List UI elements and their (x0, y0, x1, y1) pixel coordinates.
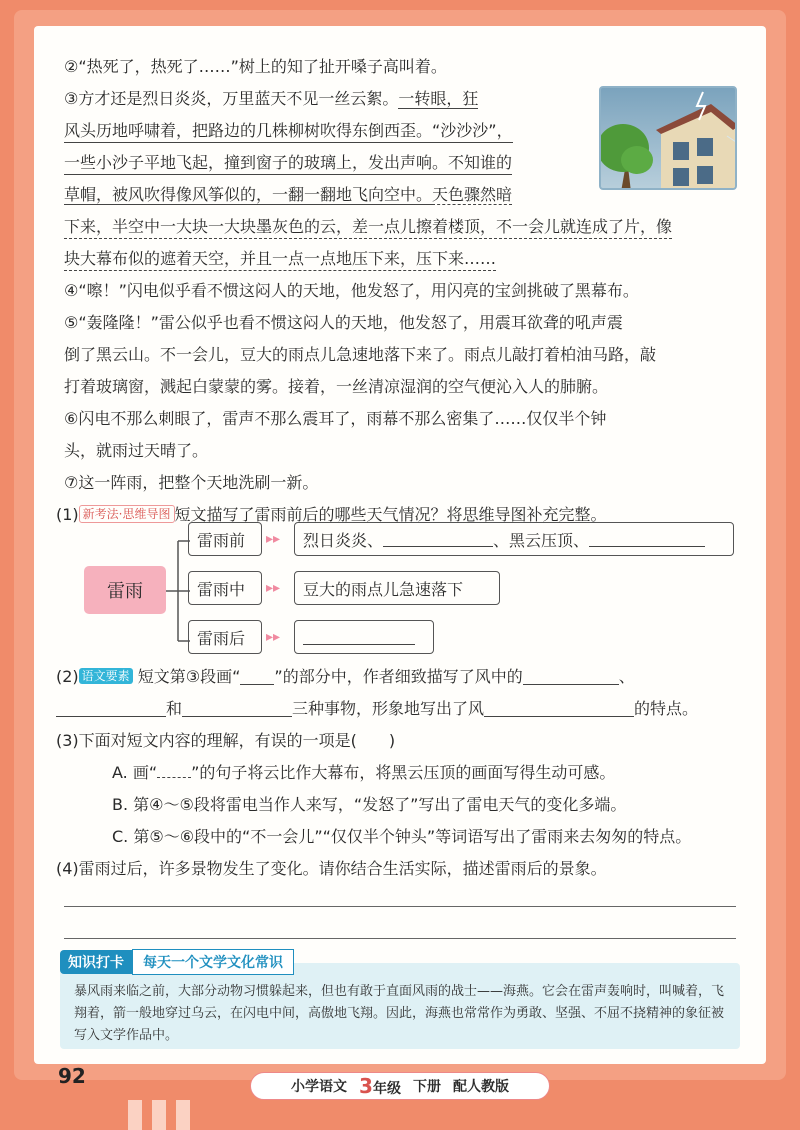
paragraph-3-line-3: 一些小沙子平地飞起，撞到窗子的玻璃上，发出声响。不知谁的 (64, 152, 512, 175)
mind-map-during: 雷雨中 (188, 571, 262, 605)
paragraph-6-line-1: ⑥闪电不那么刺眼了，雷声不那么震耳了，雨幕不那么密集了……仅仅半个钟 (64, 409, 607, 428)
paragraph-3-line-6: 块大幕布似的遮着天空，并且一点一点地压下来，压下来…… (64, 248, 496, 271)
question-2-line-2: 和 三种事物，形象地写出了风 的特点。 (56, 698, 698, 720)
mind-map-before: 雷雨前 (188, 522, 262, 556)
question-1: (1) 新考法·思维导图 短文描写了雷雨前后的哪些天气情况？将思维导图补充完整。 (56, 505, 607, 524)
paragraph-3-line-5: 下来，半空中一大块一大块墨灰色的云，差一点儿擦着楼顶，不一会儿就连成了片，像 (64, 216, 672, 239)
before-answer-box[interactable]: 烈日炎炎、 、黑云压顶、 (294, 522, 734, 556)
question-2-line-1: (2) 语文要素 短文第③段画“ ”的部分中，作者细致描写了风中的 、 (56, 667, 635, 686)
knowledge-tag: 知识打卡 每天一个文学文化常识 (60, 949, 294, 975)
option-b[interactable]: B. 第④～⑤段将雷电当作人来写，“发怒了”写出了雷电天气的变化多端。 (112, 795, 627, 814)
during-answer-box: 豆大的雨点儿急速落下 (294, 571, 500, 605)
paragraph-6-line-2: 头，就雨过天晴了。 (64, 441, 209, 460)
answer-blank[interactable] (182, 701, 292, 717)
page-number: 92 (58, 1064, 86, 1088)
knowledge-card (60, 955, 740, 1049)
question-4: (4)雷雨过后，许多景物发生了变化。请你结合生活实际，描述雷雨后的景象。 (56, 859, 607, 878)
answer-blank (303, 629, 415, 645)
answer-blank (589, 531, 705, 547)
question-3: (3)下面对短文内容的理解，有误的一项是( ) (56, 731, 396, 750)
arrow-icon: ▸▸ (266, 580, 281, 596)
worksheet-page (34, 26, 766, 1064)
paragraph-2: ②“热死了，热死了……”树上的知了扯开嗓子高叫着。 (64, 57, 447, 76)
after-answer-box[interactable] (294, 620, 434, 654)
mind-map-after: 雷雨后 (188, 620, 262, 654)
arrow-icon: ▸▸ (266, 629, 281, 645)
option-a[interactable]: A. 画“ ”的句子将云比作大幕布，将黑云压顶的画面写得生动可感。 (112, 763, 616, 782)
decorative-stripes (128, 1100, 190, 1130)
storm-house-illustration (599, 86, 737, 190)
paragraph-3-line-2: 风头历地呼啸着，把路边的几株柳树吹得东倒西歪。“沙沙沙”， (64, 120, 513, 143)
paragraph-4: ④“嚓！”闪电似乎看不惯这闷人的天地，他发怒了，用闪亮的宝剑挑破了黑幕布。 (64, 281, 639, 300)
paragraph-3-line-1: ③方才还是烈日炎炎，万里蓝天不见一丝云絮。一转眼，狂 (64, 89, 479, 108)
knowledge-text: 暴风雨来临之前，大部分动物习惯躲起来，但也有敢于直面风雨的战士——海燕。它会在雷声轰响时，叫喊着，飞翔着，箭一般地穿过乌云，在闪电中间，高傲地飞翔。因此，海燕也常常作为勇敢、坚强、不屈不挠精神的象征被写入文学作品中。 (74, 984, 725, 1043)
paragraph-7: ⑦这一阵雨，把整个天地洗刷一新。 (64, 473, 319, 492)
arrow-icon: ▸▸ (266, 531, 281, 547)
option-c[interactable]: C. 第⑤～⑥段中的“不一会儿”“仅仅半个钟头”等词语写出了雷雨来去匆匆的特点。 (112, 827, 692, 846)
answer-line[interactable] (64, 906, 736, 907)
answer-blank[interactable] (56, 701, 166, 717)
paragraph-5-line-1: ⑤“轰隆隆！”雷公似乎也看不惯这闷人的天地，他发怒了，用震耳欲聋的吼声震 (64, 313, 623, 332)
paragraph-5-line-2: 倒了黑云山。不一会儿，豆大的雨点儿急速地落下来了。雨点儿敲打着柏油马路，敲 (64, 345, 657, 364)
answer-line[interactable] (64, 938, 736, 939)
paragraph-5-line-3: 打着玻璃窗，溅起白蒙蒙的雾。接着，一丝清凉湿润的空气便沁入人的肺腑。 (64, 377, 609, 396)
book-footer: 小学语文 3年级 下册 配人教版 (250, 1072, 550, 1100)
key-element-tag: 语文要素 (79, 668, 133, 684)
mind-map-center: 雷雨 (84, 566, 166, 614)
answer-blank (383, 531, 493, 547)
paragraph-3-line-4: 草帽，被风吹得像风筝似的，一翻一翻地飞向空中。天色骤然暗 (64, 185, 513, 204)
new-method-tag: 新考法·思维导图 (79, 505, 175, 523)
answer-blank[interactable] (523, 669, 619, 685)
answer-blank[interactable] (484, 701, 634, 717)
